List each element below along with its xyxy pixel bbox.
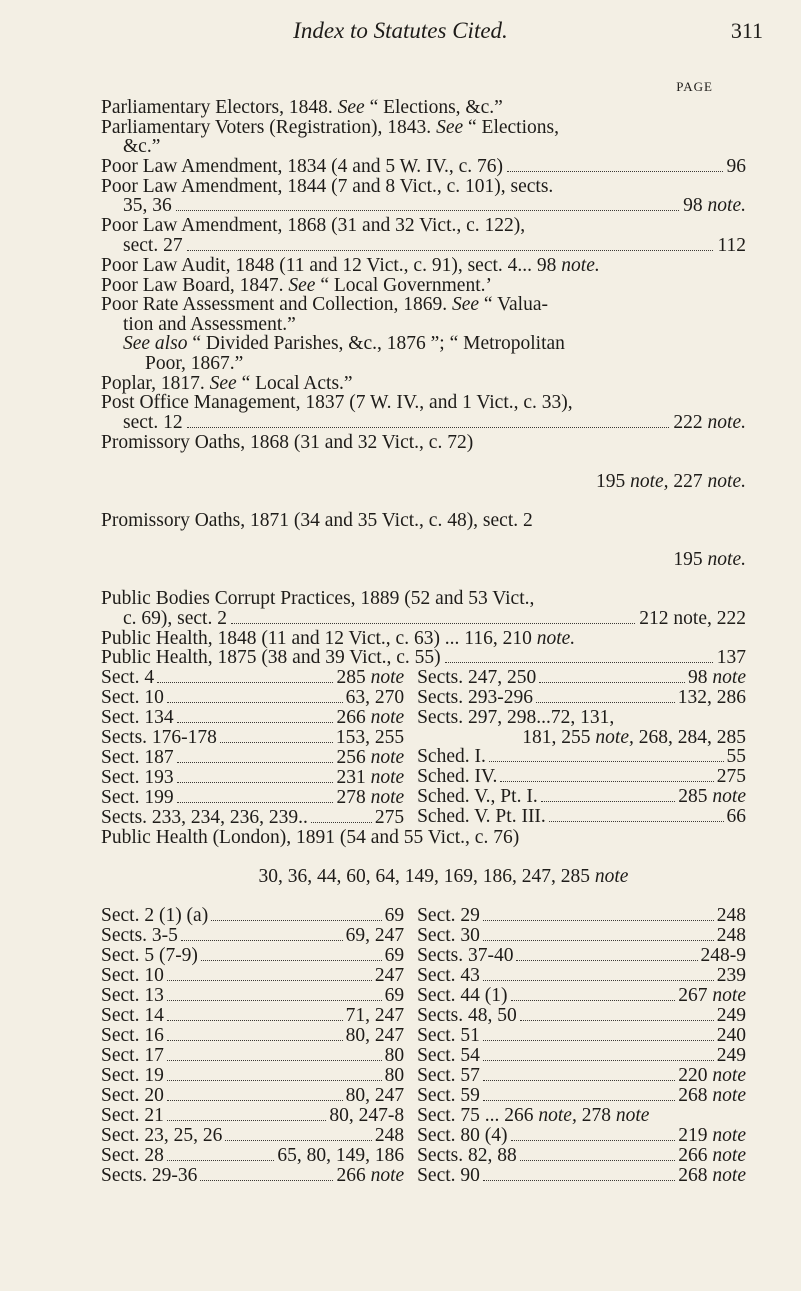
section-note: note xyxy=(370,1165,405,1187)
section-label: Sect. 30 xyxy=(417,925,480,947)
section-row xyxy=(417,986,746,1006)
section-pages: 98 xyxy=(688,667,708,689)
index-entry: Public Health, 1848 (11 and 12 Vict., c. 63) ... 116, 210 note. xyxy=(101,627,576,649)
section-label: Sect. 17 xyxy=(101,1045,164,1067)
section-row xyxy=(101,668,404,688)
section-row xyxy=(417,926,746,946)
section-pages: 248-9 xyxy=(700,945,746,967)
running-head: Index to Statutes Cited. xyxy=(293,18,508,43)
dot-leader xyxy=(167,1000,382,1001)
dot-leader xyxy=(167,1060,382,1061)
section-note: note xyxy=(712,667,746,689)
section-label: Sect. 20 xyxy=(101,1085,164,1107)
sections-column-left xyxy=(101,668,404,828)
dot-leader xyxy=(201,960,382,961)
index-entry: Poor Law Amendment, 1868 (31 and 32 Vict., c. 122), xyxy=(101,215,526,237)
section-label: Sched. I. xyxy=(417,746,486,768)
dot-leader xyxy=(489,761,724,762)
section-note: note xyxy=(370,747,405,769)
section-row xyxy=(101,1006,404,1026)
section-label: Sects. 176-178 xyxy=(101,727,217,749)
section-note: note xyxy=(712,1145,746,1167)
section-label: Sched. V. Pt. III. xyxy=(417,806,546,828)
section-label: Sched. V., Pt. I. xyxy=(417,786,538,808)
section-row xyxy=(101,1026,404,1046)
section-pages: 66 xyxy=(726,806,746,828)
section-label: Sects. 82, 88 xyxy=(417,1145,517,1167)
section-row xyxy=(417,668,746,688)
dot-leader xyxy=(211,920,381,921)
dot-leader xyxy=(167,702,343,703)
section-pages: 285 xyxy=(336,667,366,689)
dot-leader xyxy=(483,1080,675,1081)
section-label: Sect. 75 ... 266 xyxy=(417,1105,534,1127)
section-label: Sect. 134 xyxy=(101,707,174,729)
section-label: Sect. 5 (7-9) xyxy=(101,945,198,967)
section-row xyxy=(417,1066,746,1086)
section-pages: 55 xyxy=(726,746,746,768)
section-note: note xyxy=(712,1065,746,1087)
section-pages: 80, 247 xyxy=(345,1085,405,1107)
section-label: Sects. 293-296 xyxy=(417,687,533,709)
section-row xyxy=(101,1086,404,1106)
section-row xyxy=(417,1106,746,1126)
section-pages: 69 xyxy=(384,945,405,967)
section-row-continuation xyxy=(417,728,746,748)
section-pages: 249 xyxy=(716,1045,746,1067)
section-row xyxy=(101,1126,404,1146)
section-label: Sects. 48, 50 xyxy=(417,1005,517,1027)
section-pages: 256 xyxy=(336,747,366,769)
section-note: note xyxy=(712,1165,746,1187)
index-entry: Poor Rate Assessment and Collection, 1869. See “ Valua- xyxy=(101,294,548,316)
dot-leader xyxy=(167,1120,327,1121)
section-pages: 247 xyxy=(374,965,405,987)
entry-pages: 195 note, 227 note. xyxy=(595,470,746,492)
section-pages: 80, 247 xyxy=(345,1025,405,1047)
section-pages: 266 xyxy=(336,707,366,729)
section-pages: 181, 255 xyxy=(522,726,591,748)
section-row xyxy=(417,1006,746,1026)
section-pages: 80 xyxy=(384,1065,405,1087)
section-row xyxy=(417,807,746,827)
section-pages: 69 xyxy=(384,985,405,1007)
section-pages: 220 xyxy=(678,1065,708,1087)
index-entry: Parliamentary Voters (Registration), 1843. See “ Elections, xyxy=(101,116,559,138)
section-label: Sect. 44 (1) xyxy=(417,985,508,1007)
section-pages: 267 xyxy=(678,985,708,1007)
dot-leader xyxy=(177,762,334,763)
dot-leader xyxy=(483,1100,675,1101)
section-row xyxy=(417,1046,746,1066)
dot-leader xyxy=(167,1160,275,1161)
section-note: note xyxy=(712,985,746,1007)
entry-pages: 30, 36, 44, 60, 64, 149, 169, 186, 247, 285 note xyxy=(258,866,629,888)
section-label: Sect. 193 xyxy=(101,767,174,789)
section-label: Sect. 28 xyxy=(101,1145,164,1167)
section-row xyxy=(417,946,746,966)
section-pages: 65, 80, 149, 186 xyxy=(277,1145,405,1167)
dot-leader xyxy=(167,1040,343,1041)
sections-column-left xyxy=(101,906,404,1186)
section-pages: 275 xyxy=(374,807,405,829)
sections-table-1875 xyxy=(101,668,746,828)
dot-leader xyxy=(520,1160,676,1161)
section-label: Sect. 10 xyxy=(101,965,164,987)
dot-leader xyxy=(225,1140,372,1141)
dot-leader xyxy=(167,1100,343,1101)
section-pages: 248 xyxy=(374,1125,405,1147)
section-note: note xyxy=(370,707,405,729)
dot-leader xyxy=(177,722,334,723)
section-row xyxy=(101,728,404,748)
section-row xyxy=(101,926,404,946)
section-label: Sect. 16 xyxy=(101,1025,164,1047)
dot-leader xyxy=(516,960,697,961)
dot-leader xyxy=(200,1180,333,1181)
index-entries xyxy=(101,98,746,1186)
dot-leader xyxy=(511,1140,676,1141)
section-pages: 248 xyxy=(716,925,746,947)
section-note: note xyxy=(370,787,405,809)
index-entry: Poor Law Audit, 1848 (11 and 12 Vict., c. 91), sect. 4... 98 note. xyxy=(101,254,600,276)
section-row xyxy=(417,966,746,986)
section-row xyxy=(101,1146,404,1166)
section-label: Sects. 37-40 xyxy=(417,945,514,967)
index-entry: Promissory Oaths, 1868 (31 and 32 Vict., c. 72) xyxy=(101,431,474,453)
entry-continuation: tion and Assessment.” xyxy=(123,313,296,335)
section-row xyxy=(101,966,404,986)
dot-leader xyxy=(483,980,714,981)
section-row xyxy=(417,787,746,807)
dot-leader xyxy=(167,1080,382,1081)
index-entry: Public Health (London), 1891 (54 and 55 Vict., c. 76) xyxy=(101,827,520,849)
section-row xyxy=(417,1166,746,1186)
section-row xyxy=(417,1146,746,1166)
section-row xyxy=(417,1126,746,1146)
index-entry: Poplar, 1817. See “ Local Acts.” xyxy=(101,372,353,394)
section-pages: 249 xyxy=(716,1005,746,1027)
index-entry: Public Bodies Corrupt Practices, 1889 (52 and 53 Vict., xyxy=(101,588,535,610)
section-pages: 266 xyxy=(336,1165,366,1187)
section-pages: 132, 286 xyxy=(677,687,746,709)
dot-leader xyxy=(181,940,343,941)
entry-continuation: c. 69), sect. 2 212 note, 222 xyxy=(123,607,746,629)
dot-leader xyxy=(483,920,714,921)
section-label: Sect. 2 (1) (a) xyxy=(101,905,209,927)
index-entry: Poor Law Amendment, 1844 (7 and 8 Vict., c. 101), sects. xyxy=(101,175,554,197)
index-entry: Public Health, 1875 (38 and 39 Vict., c. 55) 137 xyxy=(101,647,746,669)
section-row xyxy=(101,1066,404,1086)
section-pages: 275 xyxy=(716,766,746,788)
page-header xyxy=(0,18,801,48)
entry-continuation: &c.” xyxy=(123,136,161,158)
section-row xyxy=(101,1106,404,1126)
sections-column-right xyxy=(417,906,746,1186)
dot-leader xyxy=(549,821,724,822)
section-label: Sect. 59 xyxy=(417,1085,480,1107)
section-row xyxy=(101,808,404,828)
entry-continuation: Poor, 1867.” xyxy=(145,352,244,374)
section-label: Sect. 199 xyxy=(101,787,174,809)
section-label: Sect. 80 (4) xyxy=(417,1125,508,1147)
section-row xyxy=(101,1046,404,1066)
entry-see-also: See also “ Divided Parishes, &c., 1876 ”; “ Metropolitan xyxy=(123,333,565,355)
section-row xyxy=(101,946,404,966)
dot-leader xyxy=(311,822,372,823)
dot-leader xyxy=(511,1000,676,1001)
section-row xyxy=(417,708,746,728)
section-pages: 231 xyxy=(336,767,366,789)
dot-leader xyxy=(220,742,333,743)
section-pages: 285 xyxy=(678,786,708,808)
dot-leader xyxy=(167,1020,343,1021)
section-note: note xyxy=(370,667,405,689)
section-pages: 266 xyxy=(678,1145,708,1167)
dot-leader xyxy=(483,1040,714,1041)
entry-continuation: 35, 36 98 note. xyxy=(123,195,746,217)
section-label: Sect. 10 xyxy=(101,687,164,709)
section-label: Sect. 43 xyxy=(417,965,480,987)
section-label: Sects. 233, 234, 236, 239.. xyxy=(101,807,308,829)
section-note: note xyxy=(370,767,405,789)
section-label: Sect. 187 xyxy=(101,747,174,769)
section-pages: 239 xyxy=(716,965,746,987)
dot-leader xyxy=(500,781,713,782)
section-row xyxy=(101,788,404,808)
section-pages: 240 xyxy=(716,1025,746,1047)
dot-leader xyxy=(483,1180,675,1181)
section-label: Sect. 51 xyxy=(417,1025,480,1047)
index-entry: Promissory Oaths, 1871 (34 and 35 Vict., c. 48), sect. 2 xyxy=(101,509,533,531)
entry-continuation: sect. 12 222 note. xyxy=(123,411,746,433)
section-label: Sect. 54 xyxy=(417,1045,480,1067)
entry-continuation: sect. 27 112 xyxy=(123,234,746,256)
section-note: note, xyxy=(538,1105,577,1127)
index-entry: Poor Law Board, 1847. See “ Local Government.’ xyxy=(101,274,492,296)
section-row xyxy=(417,688,746,708)
section-note: note xyxy=(712,1085,746,1107)
section-row xyxy=(417,1026,746,1046)
section-label: Sect. 21 xyxy=(101,1105,164,1127)
section-label: Sect. 23, 25, 26 xyxy=(101,1125,223,1147)
page-number: 311 xyxy=(730,18,763,43)
section-label: Sect. 29 xyxy=(417,905,480,927)
section-note: note xyxy=(712,786,746,808)
section-pages: 71, 247 xyxy=(345,1005,405,1027)
section-row xyxy=(101,748,404,768)
section-label: Sects. 29-36 xyxy=(101,1165,198,1187)
section-row xyxy=(417,767,746,787)
section-note: note xyxy=(615,1105,650,1127)
section-pages: 219 xyxy=(678,1125,708,1147)
section-label: Sect. 13 xyxy=(101,985,164,1007)
section-row xyxy=(417,906,746,926)
section-row xyxy=(417,747,746,767)
section-row xyxy=(101,688,404,708)
dot-leader xyxy=(157,682,333,683)
sections-table-1891 xyxy=(101,906,746,1186)
section-pages: 278 xyxy=(581,1105,611,1127)
section-label: Sects. 247, 250 xyxy=(417,667,537,689)
section-row xyxy=(101,708,404,728)
section-label: Sect. 57 xyxy=(417,1065,480,1087)
section-pages: 63, 270 xyxy=(345,687,405,709)
index-entry: Post Office Management, 1837 (7 W. IV., and 1 Vict., c. 33), xyxy=(101,392,573,414)
index-entry: Poor Law Amendment, 1834 (4 and 5 W. IV., c. 76) 96 xyxy=(101,155,746,177)
section-pages: 153, 255 xyxy=(335,727,405,749)
section-pages: 248 xyxy=(716,905,746,927)
section-pages: 268 xyxy=(678,1165,708,1187)
dot-leader xyxy=(536,702,675,703)
section-label: Sect. 19 xyxy=(101,1065,164,1087)
dot-leader xyxy=(483,1060,714,1061)
section-pages: 268, 284, 285 xyxy=(638,726,746,748)
page-column-label: PAGE xyxy=(676,79,713,94)
section-label: Sched. IV. xyxy=(417,766,498,788)
dot-leader xyxy=(539,682,685,683)
dot-leader xyxy=(520,1020,714,1021)
section-pages: 268 xyxy=(678,1085,708,1107)
index-entry: Parliamentary Electors, 1848. See “ Elections, &c.” xyxy=(101,97,503,118)
section-label: Sect. 14 xyxy=(101,1005,164,1027)
section-label: Sect. 4 xyxy=(101,667,155,689)
section-row xyxy=(417,1086,746,1106)
dot-leader xyxy=(177,782,334,783)
entry-pages: 195 note. xyxy=(673,549,746,570)
dot-leader xyxy=(541,801,676,802)
section-note: note xyxy=(712,1125,746,1147)
section-pages: 80 xyxy=(384,1045,405,1067)
section-pages: 69 xyxy=(384,905,405,927)
section-label: Sect. 90 xyxy=(417,1165,480,1187)
section-pages: 80, 247-8 xyxy=(329,1105,405,1127)
dot-leader xyxy=(177,802,334,803)
dot-leader xyxy=(167,980,372,981)
section-pages: 69, 247 xyxy=(345,925,405,947)
section-row xyxy=(101,906,404,926)
section-row xyxy=(101,986,404,1006)
dot-leader xyxy=(483,940,714,941)
section-note: note, xyxy=(595,726,634,748)
section-row xyxy=(101,1166,404,1186)
section-label: Sects. 3-5 xyxy=(101,925,178,947)
section-pages: 278 xyxy=(336,787,366,809)
sections-column-right xyxy=(417,668,746,828)
section-row xyxy=(101,768,404,788)
section-label: Sects. 297, 298...72, 131, xyxy=(417,707,615,729)
